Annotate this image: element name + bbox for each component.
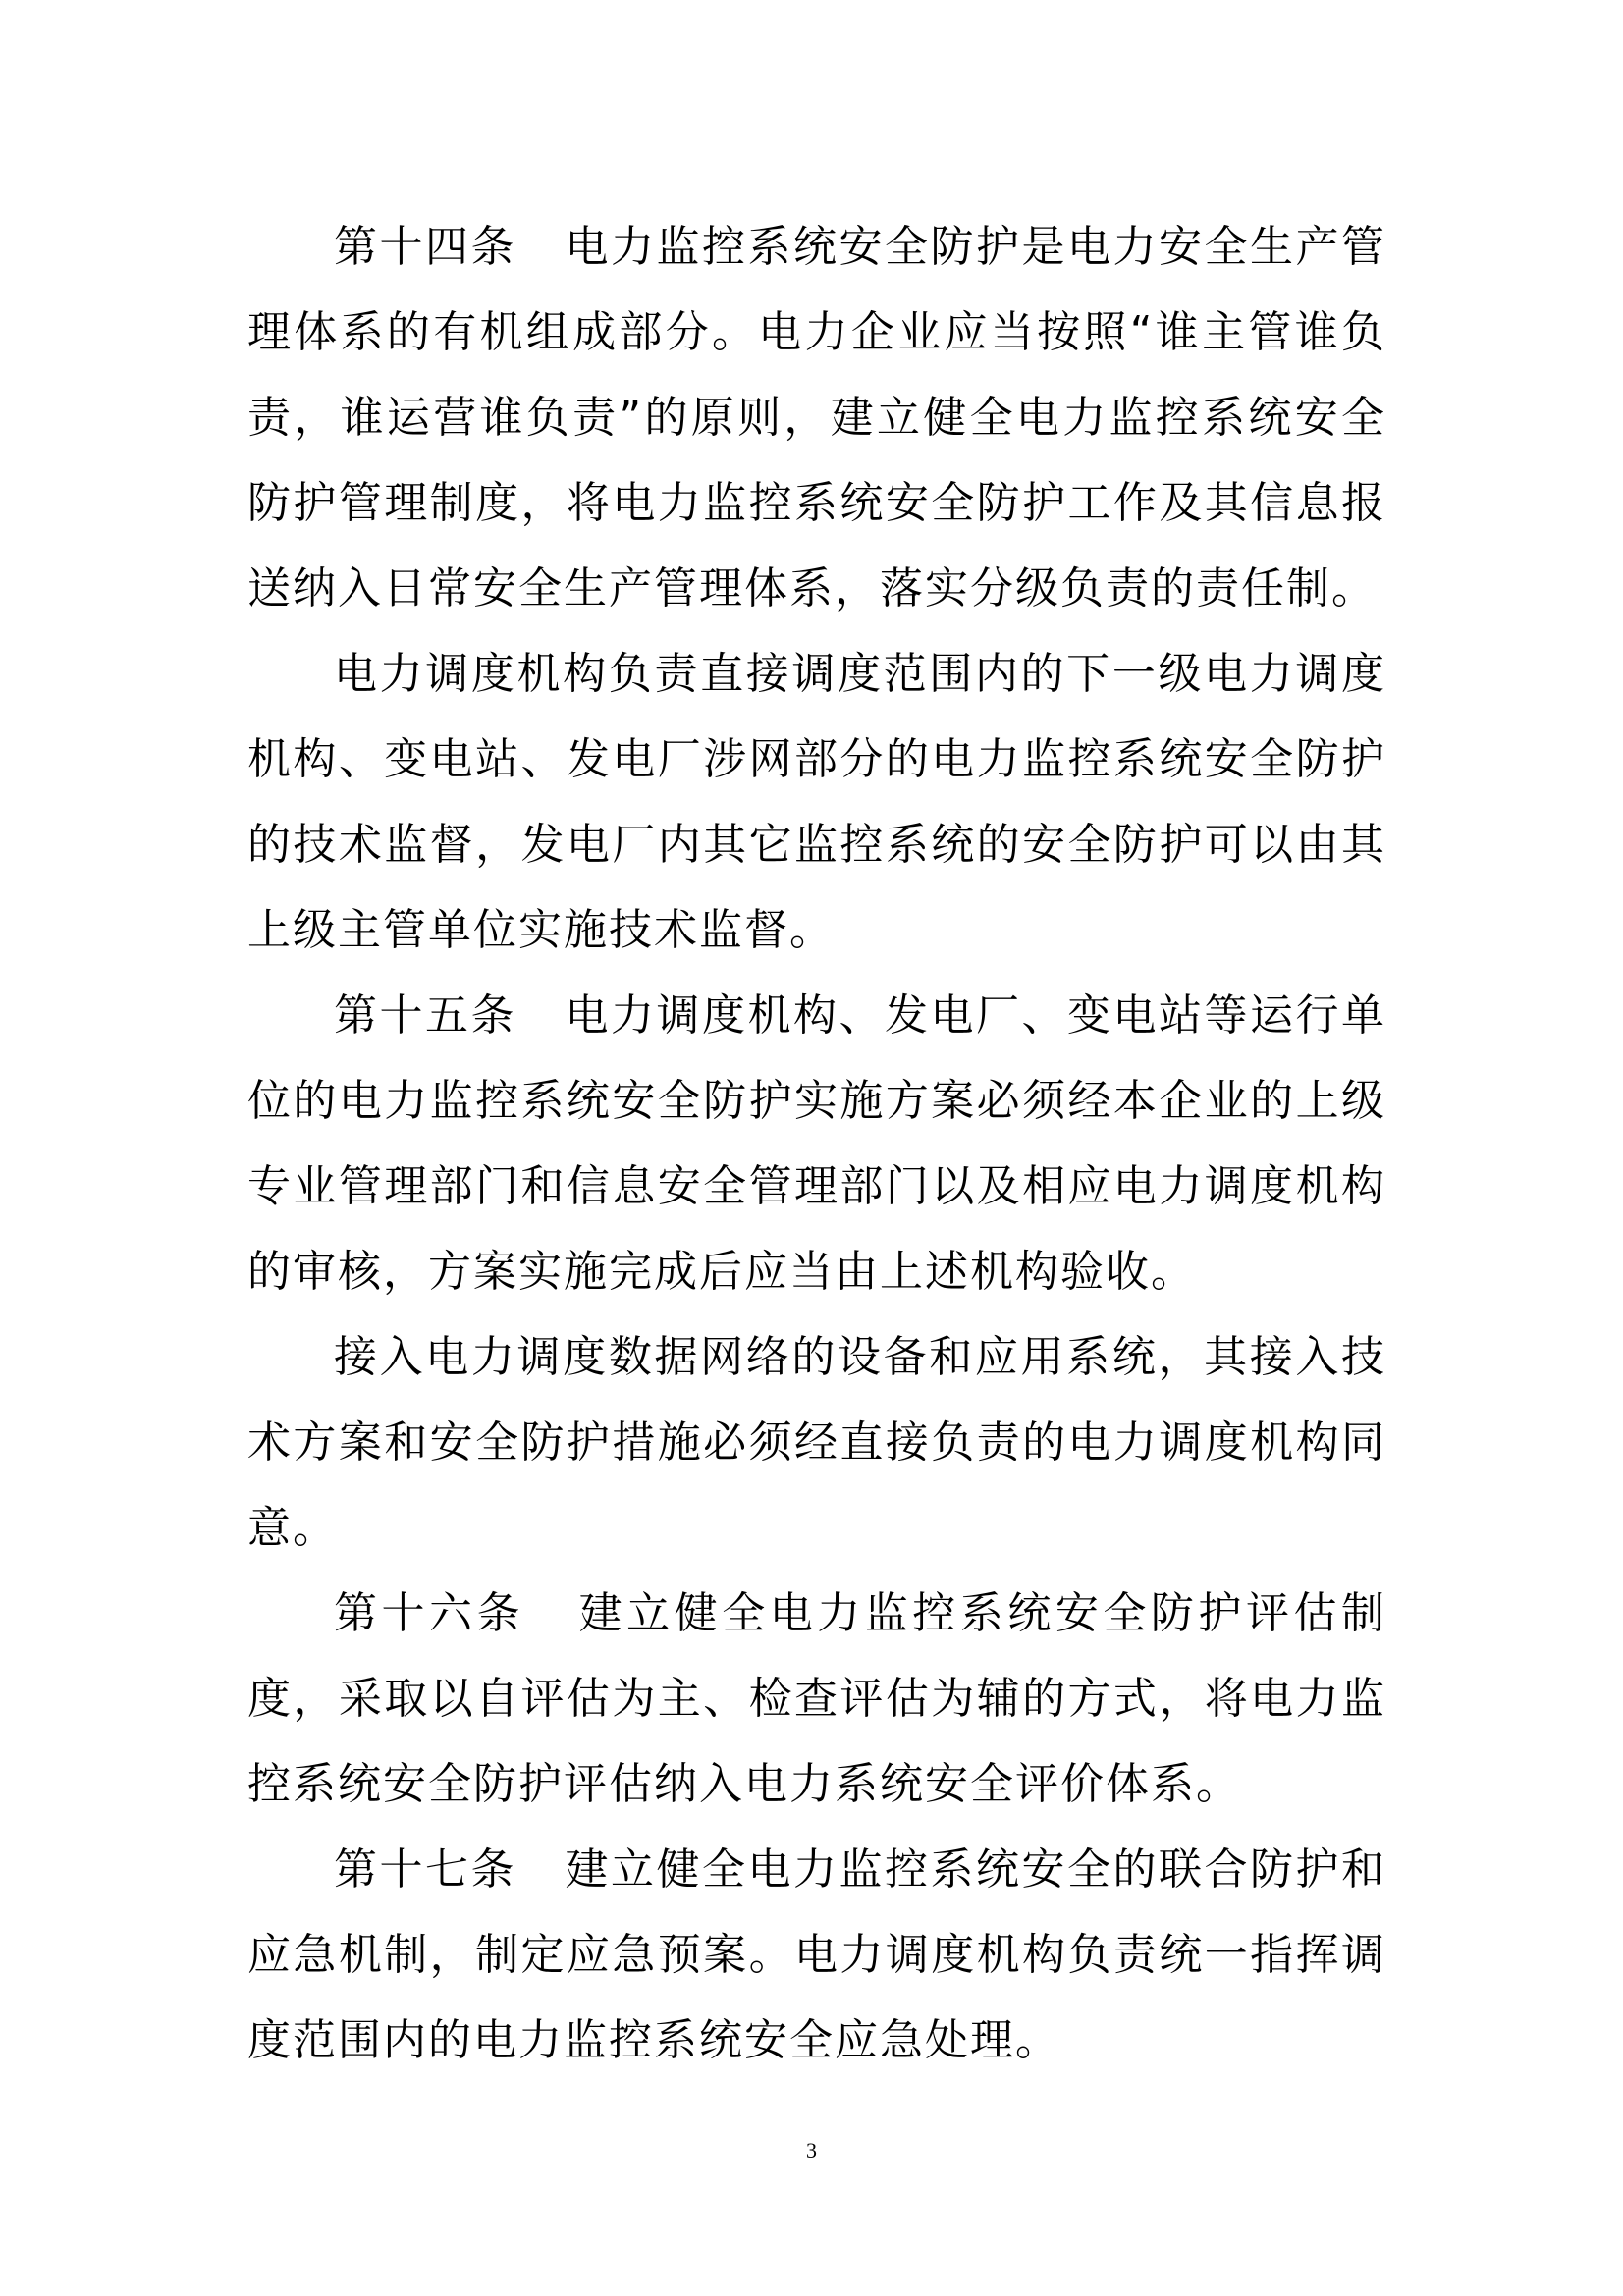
article-15-text-2: 接入电力调度数据网络的设备和应用系统，其接入技术方案和安全防护措施必须经直接负责的电力调度机构同意。 — [247, 1332, 1386, 1553]
article-14-text: 电力监控系统安全防护是电力安全生产管理体系的有机组成部分。电力企业应当按照“谁主管谁负责，谁运营谁负责”的原则，建立健全电力监控系统安全防护管理制度，将电力监控系统安全防护工作及其信息报送纳入日常安全生产管理体系，落实分级负责的责任制。 — [247, 222, 1387, 614]
article-16-text: 建立健全电力监控系统安全防护评估制度，采取以自评估为主、检查评估为辅的方式，将电力监控系统安全防护评估纳入电力系统安全评价体系。 — [247, 1588, 1386, 1809]
article-14-text-2: 电力调度机构负责直接调度范围内的下一级电力调度机构、变电站、发电厂涉网部分的电力监控系统安全防护的技术监督，发电厂内其它监控系统的安全防护可以由其上级主管单位实施技术监督。 — [247, 649, 1386, 955]
article-17-heading: 第十七条 — [334, 1844, 517, 1895]
page-number: 3 — [806, 2138, 817, 2163]
document-body — [247, 204, 1386, 2083]
article-17-text: 建立健全电力监控系统安全的联合防护和应急机制，制定应急预案。电力调度机构负责统一指挥调度范围内的电力监控系统安全应急处理。 — [247, 1844, 1387, 2065]
article-14-paragraph — [247, 204, 1386, 631]
article-15-paragraph — [247, 973, 1386, 1314]
article-16-heading: 第十六条 — [334, 1588, 525, 1638]
article-14-heading: 第十四条 — [334, 222, 517, 272]
article-15-heading: 第十五条 — [334, 990, 517, 1041]
article-15-paragraph-2 — [247, 1314, 1386, 1571]
article-14-paragraph-2 — [247, 631, 1386, 973]
article-15-text: 电力调度机构、发电厂、变电站等运行单位的电力监控系统安全防护实施方案必须经本企业的上级专业管理部门和信息安全管理部门以及相应电力调度机构的审核，方案实施完成后应当由上述机构验收。 — [247, 990, 1387, 1297]
article-16-paragraph — [247, 1571, 1386, 1827]
article-17-paragraph — [247, 1827, 1386, 2083]
